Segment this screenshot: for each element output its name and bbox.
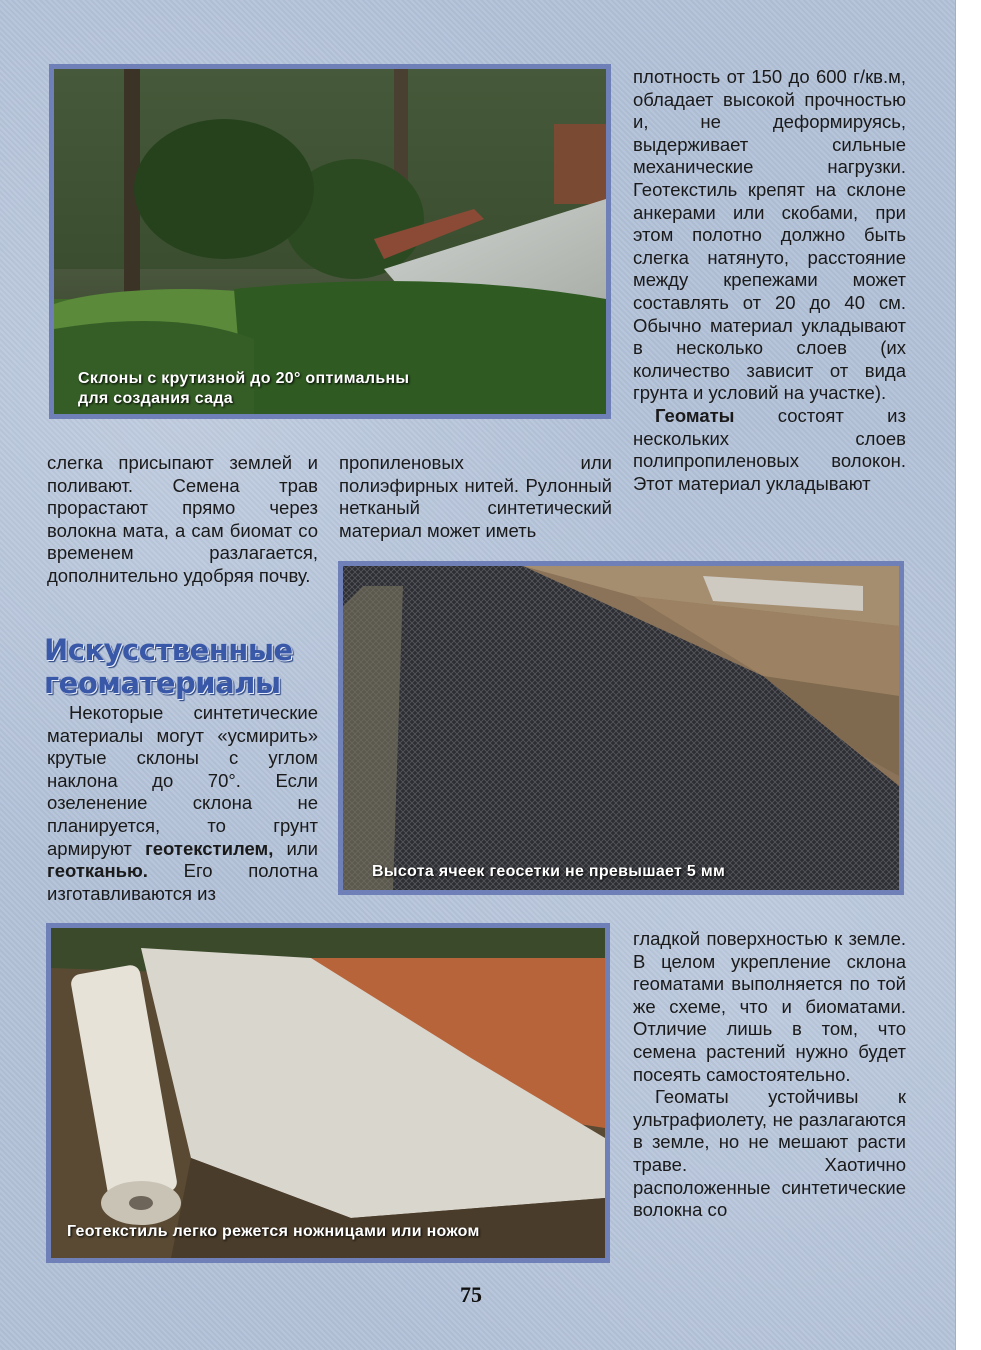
term-geotkan: геотканью. bbox=[47, 860, 148, 882]
paragraph-geomats-properties: Геоматы устойчивы к ультрафиолету, не разлагаются в земле, но не мешают расти траве. Хаотично расположенные синтетические волокна со bbox=[633, 1086, 906, 1221]
garden-photo bbox=[49, 64, 611, 419]
term-geotextile: геотекстилем, bbox=[145, 837, 274, 859]
paragraph-geotextile: плотность от 150 до 600 г/кв.м, обладает высокой прочностью и, не деформируясь, выдерживает сильные механические нагрузки. Геотекстиль крепят на склоне анкерами или скобами, при этом полотно должно быть слегка натянуто, расстояние между крепежами может составлять от 20 до 40 см. Обычно материал укладывают в несколько слоев (их количество зависит от вида грунта и условий на участке). bbox=[633, 66, 906, 404]
paragraph-geomats-method: гладкой поверхностью к земле. В целом укрепление склона геоматами выполняется по той же схеме, что и биоматами. Отличие лишь в том, что семена растений нужно будет посеять самостоятельно. bbox=[633, 928, 906, 1085]
garden-caption-line2: для создания сада bbox=[78, 390, 233, 407]
geogrid-image bbox=[343, 566, 899, 890]
geogrid-photo bbox=[338, 561, 904, 895]
geotextile-image bbox=[51, 928, 605, 1258]
garden-caption bbox=[78, 369, 409, 409]
page-number: 75 bbox=[460, 1282, 482, 1307]
text-column-left-section bbox=[47, 702, 318, 905]
geomats-text: состоят из нескольких слоев полипропиленовых волокон. Этот материал укладывают bbox=[633, 404, 906, 494]
text-column-middle-mid bbox=[339, 452, 612, 542]
heading-line2: геоматериалы bbox=[44, 666, 281, 700]
paragraph-geomats bbox=[633, 405, 906, 495]
paragraph-synthetic-materials bbox=[47, 702, 318, 905]
paragraph-biomat: слегка присыпают землей и поливают. Семена трав прорастают прямо через волокна мата, а сам биомат со временем разлагается, дополнительно удобряя почву. bbox=[47, 452, 318, 586]
garden-caption-line1: Склоны с крутизной до 20° оптимальны bbox=[78, 370, 410, 387]
synthetic-text-mid: или bbox=[273, 837, 318, 859]
synthetic-text-before: Некоторые синтетические материалы могут «усмирить» крутые склоны с углом наклона до 70°. Если озеленение склона не планируется, то грунт армируют bbox=[47, 702, 318, 859]
synthetic-text-after: Его полотна изготавливаются из bbox=[47, 860, 318, 904]
geotextile-photo bbox=[46, 923, 610, 1263]
paragraph-threads: пропиленовых или полиэфирных нитей. Рулонный нетканый синтетический материал может иметь bbox=[339, 452, 612, 541]
term-geomats: Геоматы bbox=[655, 404, 735, 426]
garden-image bbox=[54, 69, 606, 414]
geotextile-caption: Геотекстиль легко режется ножницами или ножом bbox=[67, 1223, 480, 1240]
heading-line1: Искусственные bbox=[44, 633, 293, 667]
text-column-left-mid bbox=[47, 452, 318, 588]
geogrid-caption: Высота ячеек геосетки не превышает 5 мм bbox=[372, 863, 726, 880]
text-column-right-top bbox=[633, 66, 906, 495]
text-column-right-bottom bbox=[633, 928, 906, 1222]
section-heading bbox=[44, 634, 304, 700]
